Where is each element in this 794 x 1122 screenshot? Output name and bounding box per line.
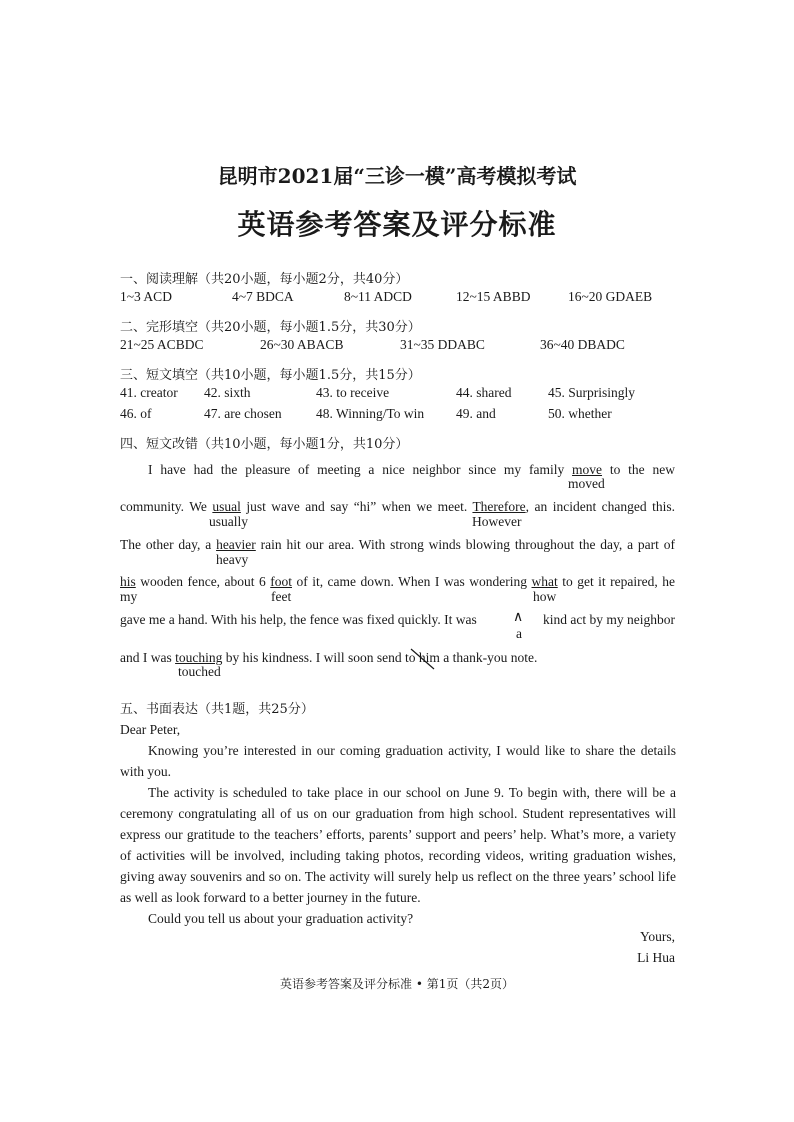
correction-word: a (516, 626, 522, 641)
page-footer: 英语参考答案及评分标准 • 第1页（共2页） (280, 977, 514, 991)
correction-word: moved (568, 476, 605, 491)
deletion-slash-mark (408, 646, 438, 672)
answer-group: 26~30 ABACB (260, 337, 344, 352)
answer-item: 42. sixth (204, 385, 251, 400)
answer-item: 43. to receive (316, 385, 390, 400)
correction-line: and I was touching by his kindness. I will soon send to him a thank-you note. (120, 650, 538, 665)
error-word: what (531, 574, 558, 589)
letter-paragraph: Could you tell us about your graduation activity? (148, 911, 414, 926)
answer-group: 8~11 ADCD (344, 289, 412, 304)
answer-item: 50. whether (548, 406, 612, 421)
answer-group: 31~35 DDABC (400, 337, 485, 352)
correction-word: heavy (216, 552, 249, 567)
correction-line: I have had the pleasure of meeting a nice neighbor since my family move to the new (148, 462, 675, 477)
section-4-heading: 四、短文改错（共10小题，每小题1分，共10分） (120, 437, 409, 452)
error-word: touching (175, 650, 223, 665)
error-word: usual (212, 499, 241, 514)
answer-group: 21~25 ACBDC (120, 337, 204, 352)
letter-paragraph: The activity is scheduled to take place in our school on June 9. To begin with, there will be a ceremony congratulating all of us on our graduation from high school. Student representatives will express our gratitude to the teachers’ efforts, parents’ support and peers’ help. What’s more, a variety of activities will be involved, including taking photos, recording videos, writing graduation wishes, giving away souvenirs and so on. The activity will surely help us reflect on the three years’ school life as well as look forward to a better journey in the future. (120, 785, 676, 905)
document-title: 英语参考答案及评分标准 (237, 208, 557, 241)
answer-item: 45. Surprisingly (548, 385, 636, 400)
answer-item: 46. of (120, 406, 152, 421)
answer-group: 12~15 ABBD (456, 289, 531, 304)
section-2-heading: 二、完形填空（共20小题，每小题1.5分，共30分） (120, 320, 421, 335)
correction-line: kind act by my neighbor (543, 612, 675, 627)
letter-salutation: Dear Peter, (120, 722, 181, 737)
correction-word: usually (209, 514, 248, 529)
letter-signature: Li Hua (637, 950, 675, 965)
answer-group: 1~3 ACD (120, 289, 172, 304)
exam-title: 昆明市2021届“三诊一模”高考模拟考试 (217, 164, 577, 188)
error-word: foot (270, 574, 292, 589)
correction-word: However (472, 514, 522, 529)
answer-group: 4~7 BDCA (232, 289, 294, 304)
correction-line: his wooden fence, about 6 foot of it, came down. When I was wondering what to get it repaired, he (120, 574, 675, 589)
correction-word: feet (271, 589, 292, 604)
answer-item: 49. and (456, 406, 496, 421)
error-word: move (572, 462, 603, 477)
section-5-heading: 五、书面表达（共1题，共25分） (120, 702, 314, 717)
correction-word: touched (178, 664, 221, 679)
answer-group: 36~40 DBADC (540, 337, 625, 352)
answer-item: 41. creator (120, 385, 178, 400)
section-3-heading: 三、短文填空（共10小题，每小题1.5分，共15分） (120, 368, 421, 383)
correction-word: how (533, 589, 557, 604)
letter-paragraph: Knowing you’re interested in our coming graduation activity, I would like to share the details with you. (120, 743, 676, 779)
insert-caret-mark: ∧ (513, 610, 524, 625)
answer-item: 48. Winning/To win (316, 406, 425, 421)
answer-group: 16~20 GDAEB (568, 289, 653, 304)
deleted-word: to (405, 650, 416, 665)
answer-item: 47. are chosen (204, 406, 282, 421)
correction-line: The other day, a heavier rain hit our area. With strong winds blowing throughout the day, a part of (120, 537, 675, 552)
error-word: Therefore (472, 499, 526, 514)
error-word: heavier (216, 537, 256, 552)
correction-word: my (120, 589, 138, 604)
section-1-heading: 一、阅读理解（共20小题，每小题2分，共40分） (120, 272, 409, 287)
correction-line: gave me a hand. With his help, the fence was fixed quickly. It was (120, 612, 477, 627)
letter-closing: Yours, (639, 929, 675, 944)
answer-item: 44. shared (456, 385, 512, 400)
correction-line: community. We usual just wave and say “hi” when we meet. Therefore, an incident changed this. (120, 499, 676, 514)
error-word: his (120, 574, 136, 589)
